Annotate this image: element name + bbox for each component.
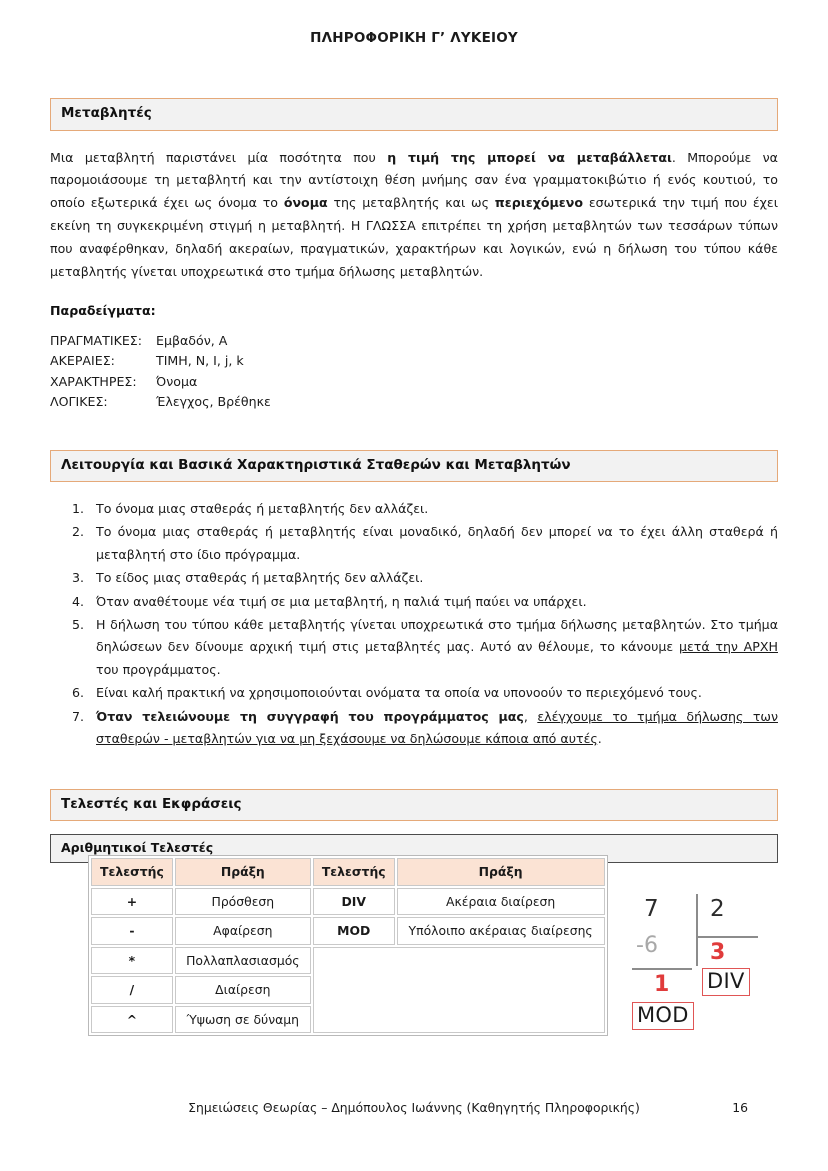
division-remainder-rule	[632, 968, 692, 970]
example-type-label: ΠΡΑΓΜΑΤΙΚΕΣ:	[50, 332, 142, 348]
list-item-text: ,	[523, 708, 538, 724]
table-row	[91, 947, 605, 975]
division-mod-label: MOD	[632, 1002, 694, 1030]
footer-note: Σημειώσεις Θεωρίας – Δημόπουλος Ιωάννης (Καθηγητής Πληροφορικής)	[188, 1100, 640, 1115]
division-dividend: 7	[644, 896, 659, 922]
division-divisor: 2	[710, 896, 725, 922]
example-type-label: ΑΚΕΡΑΙΕΣ:	[50, 353, 115, 369]
cell-operation: Ύψωση σε δύναμη	[175, 1006, 311, 1034]
example-row	[50, 392, 271, 412]
section-heading-variables: Μεταβλητές	[50, 98, 778, 131]
cell-operation: Πολλαπλασιασμός	[175, 947, 311, 975]
example-row	[50, 331, 271, 351]
list-item-text: Όταν αναθέτουμε νέα τιμή σε μια μεταβλητή, η παλιά τιμή παύει να υπάρχει.	[96, 593, 587, 609]
column-header-operator-2: Τελεστής	[313, 858, 395, 886]
example-row	[50, 372, 271, 392]
paragraph-bold-1: η τιμή της μπορεί να μεταβάλλεται	[387, 149, 672, 165]
paragraph-bold-3: περιεχόμενο	[494, 195, 583, 211]
division-quotient-rule	[696, 936, 758, 938]
list-item	[88, 706, 778, 751]
table-row	[91, 888, 605, 916]
list-item	[88, 567, 778, 589]
list-item-underline: ελέγχουμε το τμήμα δήλωσης των σταθερών - μεταβλητών για να μη ξεχάσουμε να δηλώσουμε κάποια από αυτές	[96, 708, 778, 747]
footer-page-number: 16	[732, 1100, 748, 1115]
operators-table	[88, 855, 608, 1036]
list-item	[88, 521, 778, 566]
example-type-label: ΛΟΓΙΚΕΣ:	[50, 394, 108, 410]
features-list	[50, 498, 778, 750]
division-div-label: DIV	[702, 968, 750, 996]
division-quotient: 3	[710, 940, 726, 965]
cell-operator: /	[91, 976, 173, 1004]
example-value: Όνομα	[156, 373, 198, 389]
paragraph-part-4: εσωτερικά την τιμή που έχει εκείνη τη συγκεκριμένη στιγμή η μεταβλητή. Η ΓΛΩΣΣΑ επιτρέπει τη χρήση μεταβλητών των τεσσάρων τύπων που αναφέρθηκαν, δηλαδή ακεραίων, πραγματικών, χαρακτήρων και λογικών, ενώ η δήλωση του τύπου κάθε μεταβλητής γίνεται υποχρεωτικά στο τμήμα δήλωσης μεταβλητών.	[50, 195, 778, 280]
column-header-operation-2: Πράξη	[397, 858, 605, 886]
cell-operator-2: DIV	[313, 888, 395, 916]
cell-empty-merged	[313, 947, 605, 1034]
column-header-operation-1: Πράξη	[175, 858, 311, 886]
list-item-text: Το όνομα μιας σταθεράς ή μεταβλητής είναι μοναδικό, δηλαδή δεν μπορεί να το έχει άλλη σταθερά ή μεταβλητή στο ίδιο πρόγραμμα.	[96, 524, 778, 562]
cell-operator-2: MOD	[313, 917, 395, 945]
cell-operator: +	[91, 888, 173, 916]
list-item-text: Το όνομα μιας σταθεράς ή μεταβλητής δεν αλλάζει.	[96, 501, 429, 517]
list-item	[88, 614, 778, 681]
example-row	[50, 351, 271, 371]
subsection-heading-arithmetic-operators: Αριθμητικοί Τελεστές	[50, 834, 778, 863]
list-item-bold: Όταν τελειώνουμε τη συγγραφή του προγράμματος μας	[96, 708, 524, 724]
section-heading-operators: Τελεστές και Εκφράσεις	[50, 789, 778, 822]
list-item	[88, 498, 778, 520]
document-content	[50, 98, 778, 863]
paragraph-part-1: Μια μεταβλητή παριστάνει μία ποσότητα που	[50, 149, 388, 165]
column-header-operator-1: Τελεστής	[91, 858, 173, 886]
list-item-text: Το είδος μιας σταθεράς ή μεταβλητής δεν αλλάζει.	[96, 570, 424, 586]
variables-paragraph	[50, 147, 778, 284]
list-item	[88, 591, 778, 613]
footer-inner	[0, 1100, 828, 1115]
list-item-underline: μετά την ΑΡΧΗ	[678, 639, 778, 655]
table-header-row	[91, 858, 605, 886]
list-item-tail: .	[597, 731, 602, 747]
examples-table	[50, 331, 271, 413]
list-item	[88, 682, 778, 704]
list-item-text: Είναι καλή πρακτική να χρησιμοποιούνται ονόματα τα οποία να υπονοούν το περιεχόμενό τους.	[96, 685, 702, 701]
cell-operation-2: Υπόλοιπο ακέραιας διαίρεσης	[397, 917, 605, 945]
division-diagram	[632, 896, 792, 1046]
page-footer	[0, 1100, 828, 1115]
section-heading-features: Λειτουργία και Βασικά Χαρακτηριστικά Σταθερών και Μεταβλητών	[50, 450, 778, 483]
cell-operator: *	[91, 947, 173, 975]
example-type-label: ΧΑΡΑΚΤΗΡΕΣ:	[50, 373, 137, 389]
table-row	[91, 917, 605, 945]
cell-operation: Διαίρεση	[175, 976, 311, 1004]
page-header: ΠΛΗΡΟΦΟΡΙΚΗ Γ’ ΛΥΚΕΙΟΥ	[310, 30, 518, 46]
cell-operation-2: Ακέραια διαίρεση	[397, 888, 605, 916]
cell-operator: ^	[91, 1006, 173, 1034]
example-value: Εμβαδόν, Α	[156, 332, 228, 348]
paragraph-bold-2: όνομα	[283, 195, 328, 211]
example-value: ΤΙΜΗ, Ν, Ι, j, k	[156, 353, 244, 369]
division-vertical-bar	[696, 894, 698, 966]
cell-operator: -	[91, 917, 173, 945]
list-item-text: Η δήλωση του τύπου κάθε μεταβλητής γίνεται υποχρεωτικά στο τμήμα δήλωσης μεταβλητών. Στο τμήμα δηλώσεων δεν δίνουμε αρχική τιμή στις μεταβλητές μας. Αυτό αν θέλουμε, το κάνουμε	[96, 617, 778, 655]
example-value: Έλεγχος, Βρέθηκε	[156, 394, 271, 410]
cell-operation: Πρόσθεση	[175, 888, 311, 916]
list-item-tail: του προγράμματος.	[96, 661, 221, 677]
examples-title: Παραδείγματα:	[50, 302, 156, 318]
division-subtracted-value: -6	[636, 933, 658, 958]
division-remainder: 1	[654, 972, 670, 997]
paragraph-part-2: . Μπορούμε να παρομοιάσουμε τη μεταβλητή και την αντίστοιχη θέση μνήμης σαν ένα γραμματοκιβώτιο ή ενός κουτιού, το οποίο εξωτερικά έχει ως όνομα το	[50, 149, 778, 211]
paragraph-part-3: της μεταβλητής και ως	[327, 195, 495, 211]
cell-operation: Αφαίρεση	[175, 917, 311, 945]
operators-table-wrap	[88, 855, 608, 1036]
